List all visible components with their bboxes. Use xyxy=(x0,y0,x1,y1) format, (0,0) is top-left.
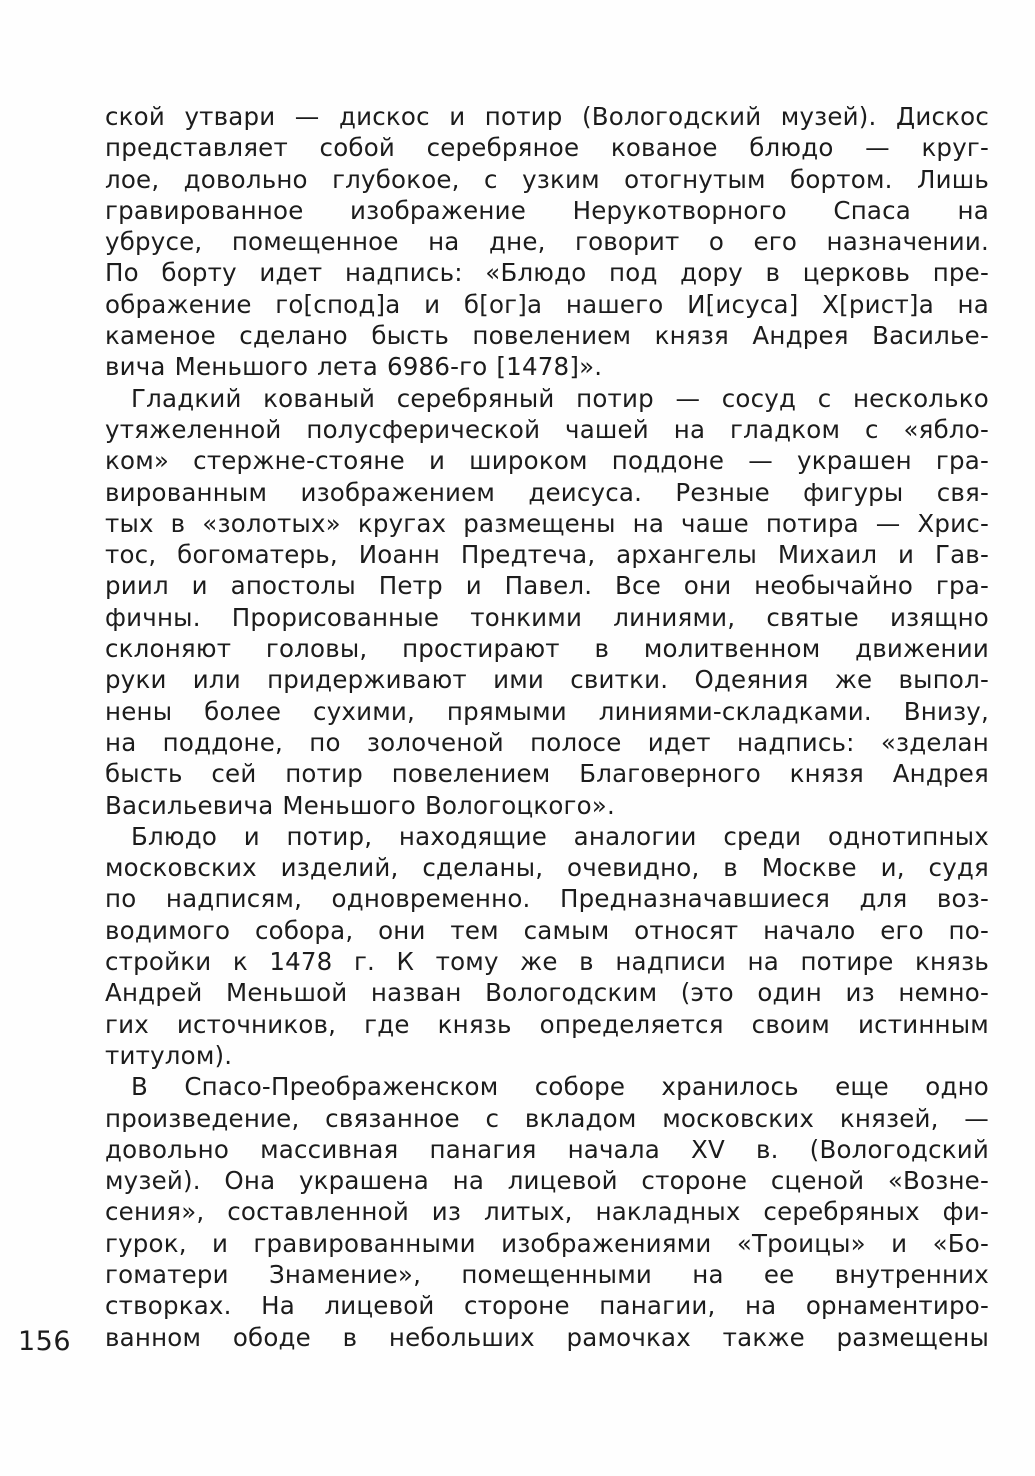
text-line: руки или придерживают ими свитки. Одеяния же выпол- xyxy=(105,665,989,695)
text-line: гих источников, где князь определяется своим истинным xyxy=(105,1009,989,1039)
text-line: Блюдо и потир, находящие аналогии среди однотипных xyxy=(131,821,989,851)
text-line: гравированное изображение Нерукотворного Спаса на xyxy=(105,195,989,225)
text-line: створках. На лицевой стороне панагии, на орнаментиро- xyxy=(105,1291,989,1321)
text-line: ком» стержне-стояне и широком поддоне — украшен гра- xyxy=(105,446,989,476)
text-line: Васильевича Меньшого Вологоцкого». xyxy=(105,790,615,820)
text-line: гурок, и гравированными изображениями «Троицы» и «Бо- xyxy=(105,1228,989,1258)
text-line: тых в «золотых» кругах размещены на чаше потира — Хрис- xyxy=(105,508,989,538)
text-line: риил и апостолы Петр и Павел. Все они необычайно гра- xyxy=(105,571,989,601)
text-line: довольно массивная панагия начала XV в. (Вологодский xyxy=(105,1134,989,1164)
text-line: утяжеленной полусферической чашей на гладком с «ябло- xyxy=(105,414,989,444)
text-line: сения», составленной из литых, накладных серебряных фи- xyxy=(105,1197,989,1227)
text-line: музей). Она украшена на лицевой стороне сценой «Возне- xyxy=(105,1166,989,1196)
text-line: нены более сухими, прямыми линиями-складками. Внизу, xyxy=(105,696,989,726)
text-line: московских изделий, сделаны, очевидно, в Москве и, судя xyxy=(105,853,989,883)
text-line: на поддоне, по золоченой полосе идет надпись: «зделан xyxy=(105,727,989,757)
text-line: склоняют головы, простирают в молитвенном движении xyxy=(105,634,989,664)
page-number: 156 xyxy=(18,1326,72,1357)
body-text xyxy=(105,101,989,1353)
text-line: По борту идет надпись: «Блюдо под дору в церковь пре- xyxy=(105,258,989,288)
text-line: Андрей Меньшой назван Вологодским (это один из немно- xyxy=(105,978,989,1008)
text-line: убрусе, помещенное на дне, говорит о его назначении. xyxy=(105,227,989,257)
text-line: по надписям, одновременно. Предназначавшиеся для воз- xyxy=(105,884,989,914)
text-line: В Спасо-Преображенском соборе хранилось еще одно xyxy=(131,1072,989,1102)
text-line: Гладкий кованый серебряный потир — сосуд с несколько xyxy=(131,383,989,413)
text-line: стройки к 1478 г. К тому же в надписи на потире князь xyxy=(105,947,989,977)
text-line: ской утвари — дискос и потир (Вологодский музей). Дискос xyxy=(105,102,989,131)
text-line: вича Меньшого лета 6986-го [1478]». xyxy=(105,352,603,382)
text-line: вированным изображением деисуса. Резные фигуры свя- xyxy=(105,477,989,507)
text-line: лое, довольно глубокое, с узким отогнутым бортом. Лишь xyxy=(105,164,989,194)
text-line: ображение го[спод]а и б[ог]а нашего И[исуса] Х[рист]а на xyxy=(105,289,989,319)
text-line: представляет собой серебряное кованое блюдо — круг- xyxy=(105,133,989,163)
text-line: фичны. Прорисованные тонкими линиями, святые изящно xyxy=(105,602,989,632)
text-line: ванном ободе в небольших рамочках также размещены xyxy=(105,1322,989,1352)
text-line: тос, богоматерь, Иоанн Предтеча, архангелы Михаил и Гав- xyxy=(105,540,989,570)
text-line: каменое сделано бысть повелением князя Андрея Василье- xyxy=(105,321,989,351)
text-line: произведение, связанное с вкладом московских князей, — xyxy=(105,1103,989,1133)
text-line: титулом). xyxy=(105,1040,233,1070)
text-line: водимого собора, они тем самым относят начало его по- xyxy=(105,915,989,945)
text-line: гоматери Знамение», помещенными на ее внутренних xyxy=(105,1259,989,1289)
text-line: бысть сей потир повелением Благоверного князя Андрея xyxy=(105,759,989,789)
